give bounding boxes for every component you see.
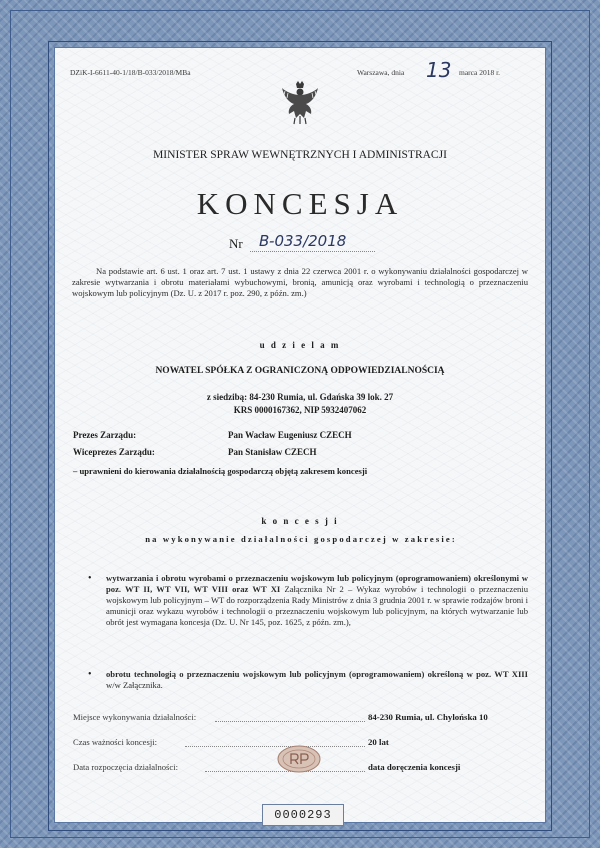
concession-word: k o n c e s j i [261,516,339,526]
scope-item-2 [106,669,528,691]
company-name: NOWATEL SPÓŁKA Z OGRANICZONĄ ODPOWIEDZIALNOŚCIĄ [155,366,445,376]
rp-hologram-seal-icon [276,744,322,774]
detail-dots-place [215,721,365,722]
detail-value-validity: 20 lat [368,737,389,747]
bullet-icon: • [88,669,92,680]
scope-item-1-bold: wytwarzania i obrotu wyrobami o przeznaczeniu wojskowym lub policyjnym (oprogramowaniem) określonymi w poz. WT II, WT VII, WT VIII oraz WT XI [106,573,528,594]
scope-intro: n a w y k o n y w a n i e d z i a ł a l n o ś c i g o s p o d a r c z e j w z a k r e s i e : [145,534,455,544]
document-title: KONCESJA [196,186,404,221]
date-prefix: Warszawa, dnia [357,68,405,77]
detail-value-start: data doręczenia koncesji [368,762,461,772]
scope-item-2-text: w/w Załącznika. [106,680,163,690]
company-registry: KRS 0000167362, NIP 5932407062 [233,405,367,415]
detail-dots-validity [185,746,365,747]
number-underline [250,251,375,252]
scope-item-1-text: Załącznika Nr 2 – Wykaz wyrobów i technologii o przeznaczeniu wojskowym lub policyjnym – WT do rozporządzenia Rady Ministrów z dnia 3 grudnia 2001 r. w sprawie rodzajów broni i amunicji oraz wykazu wyrobów i technologii o przeznaczeniu wojskowym lub policyjnym, na których wytwarzanie lub obrót jest wymagana koncesja (Dz. U. Nr 145, poz. 1625, z późn. zm.), [106,584,528,627]
bullet-icon: • [88,573,92,584]
management-role-2: Wiceprezes Zarządu: [73,447,155,457]
management-name-2: Pan Stanisław CZECH [228,447,317,457]
management-role-1: Prezes Zarządu: [73,430,137,440]
date-month-year: marca 2018 r. [459,68,501,77]
polish-eagle-emblem-icon [280,80,320,126]
scope-item-1 [106,573,528,628]
management-name-1: Pan Wacław Eugeniusz CZECH [228,430,352,440]
date-day: 13 [426,58,452,82]
detail-label-start: Data rozpoczęcia działalności: [73,762,178,772]
scope-item-2-bold: obrotu technologią o przeznaczeniu wojskowym lub policyjnym (oprogramowaniem) określoną w poz. WT XIII [106,669,528,679]
issuing-authority: MINISTER SPRAW WEWNĘTRZNYCH I ADMINISTRACJI [153,149,447,161]
grant-word: u d z i e l a m [259,340,341,350]
company-address: z siedzibą: 84-230 Rumia, ul. Gdańska 39 lok. 27 [206,392,394,402]
authorized-note: – uprawnieni do kierowania działalnością gospodarczą objętą zakresem koncesji [73,466,368,476]
detail-label-place: Miejsce wykonywania działalności: [73,712,197,722]
reference-number: DZiK-I-6611-40-1/18/B-033/2018/MBa [70,68,191,77]
detail-value-place: 84-230 Rumia, ul. Chylońska 10 [368,712,488,722]
legal-basis: Na podstawie art. 6 ust. 1 oraz art. 7 ust. 1 ustawy z dnia 22 czerwca 2001 r. o wykonywaniu działalności gospodarczej w zakresie wytwarzania i obrotu materiałami wybuchowymi, bronią, amunicją oraz wyrobami i technologią o przeznaczeniu wojskowym lub policyjnym (Dz. U. z 2017 r. poz. 290, z późn. zm.) [72,266,528,298]
detail-label-validity: Czas ważności koncesji: [73,737,158,747]
number-prefix: Nr [229,236,243,251]
serial-number: 0000293 [262,804,344,826]
concession-number: B-033/2018 [259,232,347,250]
